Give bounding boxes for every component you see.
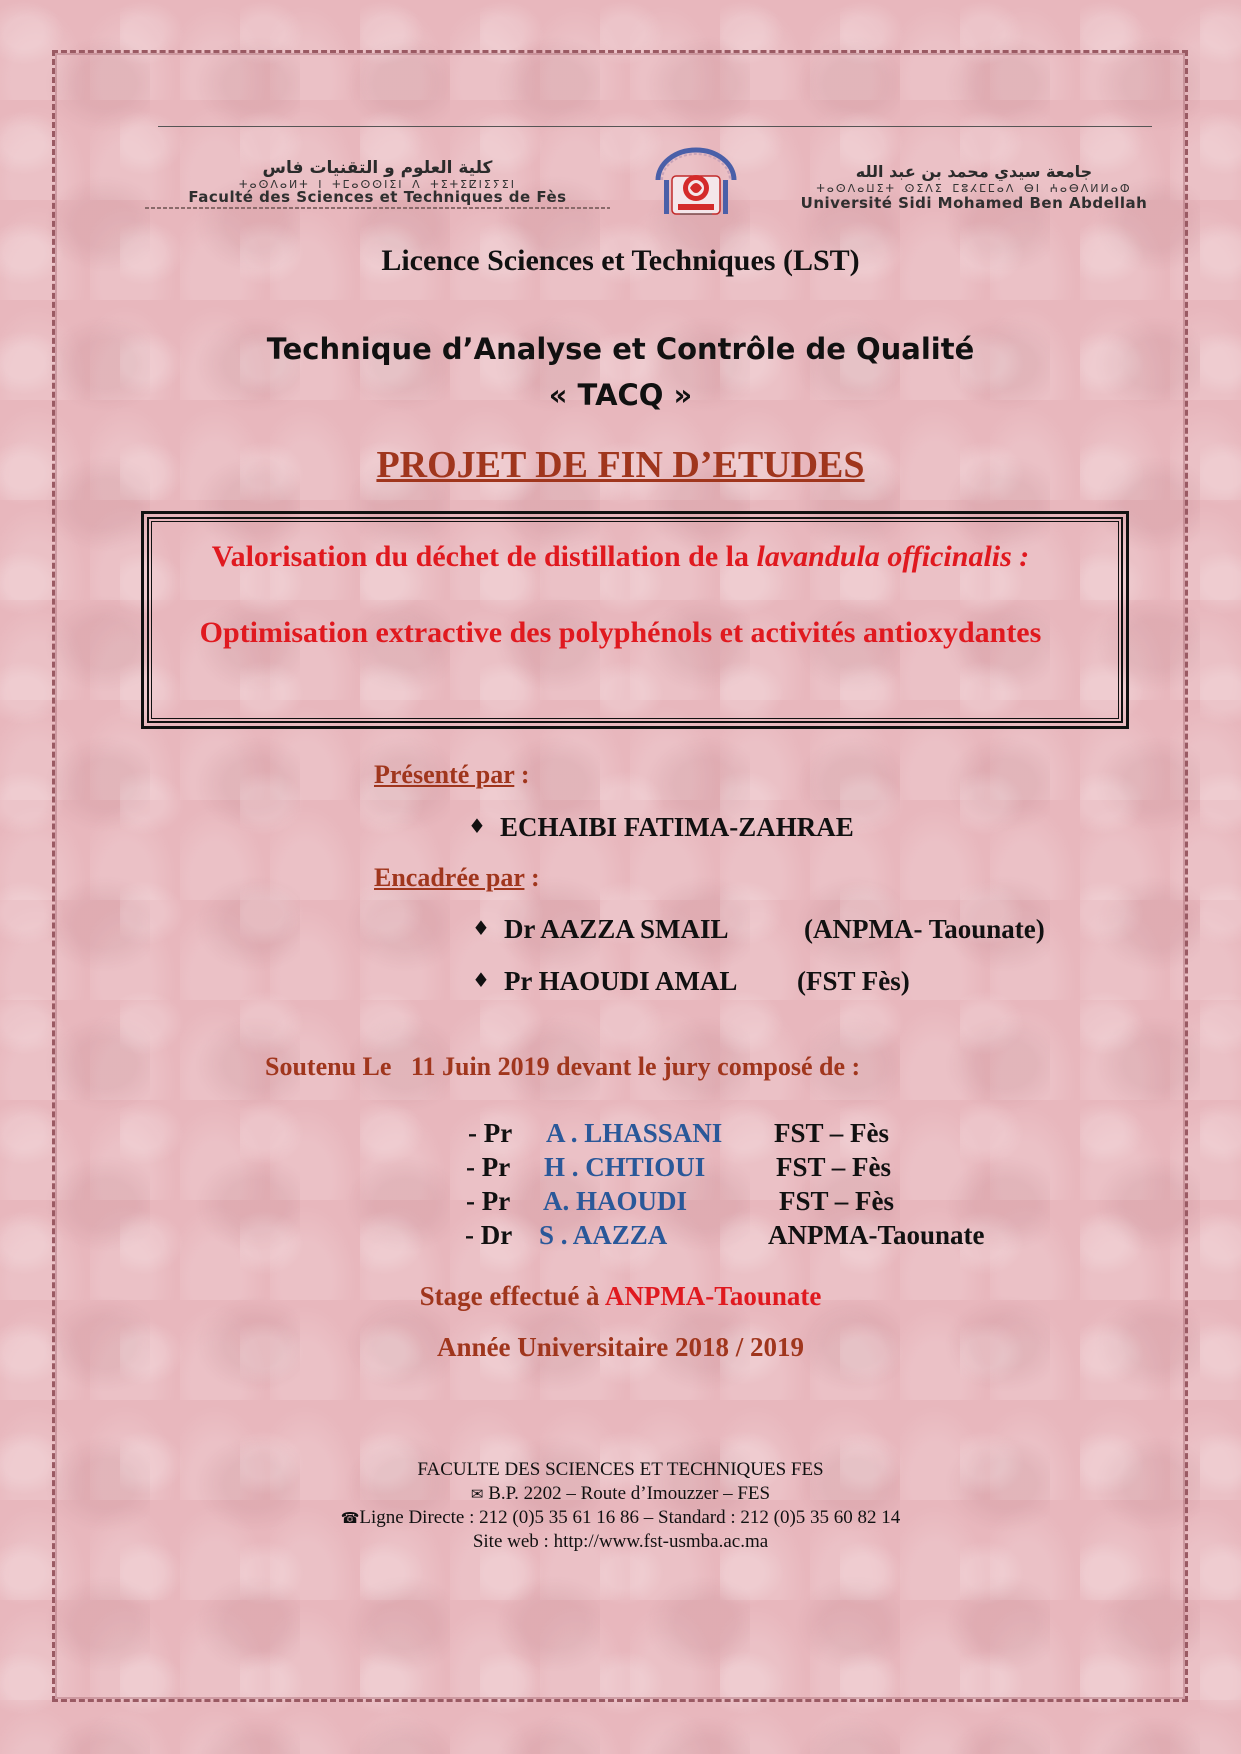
faculty-logo-underline [145, 207, 610, 209]
academic-year: Année Universitaire 2018 / 2019 [437, 1332, 804, 1362]
footer-institution: FACULTE DES SCIENCES ET TECHNIQUES FES [417, 1459, 824, 1480]
jury-institution: FST – Fès [776, 1152, 892, 1182]
student-name: ECHAIBI FATIMA-ZAHRAE [499, 812, 854, 842]
footer-website[interactable]: Site web : http://www.fst-usmba.ac.ma [472, 1531, 769, 1552]
document-type-heading: PROJET DE FIN D’ETUDES [376, 444, 865, 486]
jury-name: H . CHTIOUI [544, 1152, 706, 1182]
jury-role: - Dr [465, 1220, 513, 1250]
jury-institution: FST – Fès [779, 1186, 895, 1216]
faculty-name-french: Faculté des Sciences et Techniques de Fès [188, 188, 567, 206]
internship-place: ANPMA-Taounate [604, 1281, 822, 1311]
footer-address: B.P. 2202 – Route d’Imouzzer – FES [488, 1483, 771, 1504]
program-title: Licence Sciences et Techniques (LST) [381, 244, 860, 277]
jury-institution: FST – Fès [774, 1118, 890, 1148]
supervised-by-text: Encadrée par [374, 863, 525, 892]
student-item [468, 812, 854, 843]
specialty-name: Technique d’Analyse et Contrôle de Qualité [266, 332, 975, 366]
university-emblem-icon [650, 146, 742, 218]
internship-line [0, 1281, 1241, 1312]
faculty-logo [145, 160, 610, 209]
supervisor-affiliation: (FST Fès) [797, 966, 910, 996]
internship-prefix: Stage effectué à [419, 1281, 605, 1311]
thesis-title-text: Valorisation du déchet de distillation de la [211, 540, 757, 573]
footer-phone-line [0, 1506, 1241, 1530]
jury-name: A. HAOUDI [543, 1186, 688, 1216]
jury-role: - Pr [468, 1118, 513, 1148]
footer-address-line [0, 1482, 1241, 1506]
jury-name: A . LHASSANI [546, 1118, 723, 1148]
footer-phone: Ligne Directe : 212 (0)5 35 61 16 86 – Standard : 212 (0)5 35 60 82 14 [359, 1507, 901, 1528]
jury-name: S . AAZZA [539, 1220, 668, 1250]
supervised-by-colon: : [524, 863, 540, 892]
faculty-name-arabic: كلية العلوم و التقنيات فاس [262, 158, 493, 178]
supervisor-item [472, 914, 728, 945]
footer [0, 1458, 1241, 1554]
diamond-bullet-icon: ♦ [472, 968, 490, 992]
defense-prefix: Soutenu Le [265, 1052, 392, 1081]
diamond-bullet-icon: ♦ [468, 814, 486, 838]
thesis-title-species: lavandula officinalis : [756, 540, 1030, 573]
jury-role: - Pr [466, 1152, 511, 1182]
defense-date: 11 Juin 2019 devant le jury composé de : [410, 1052, 861, 1081]
supervisor-name: Pr HAOUDI AMAL [503, 966, 738, 996]
presented-by-label [374, 760, 529, 790]
university-name-french: Université Sidi Mohamed Ben Abdellah [800, 194, 1148, 212]
defense-statement [265, 1052, 860, 1082]
phone-icon: ☎ [340, 1509, 360, 1527]
jury-role: - Pr [466, 1186, 511, 1216]
specialty-title [0, 326, 1241, 418]
header-rule [158, 126, 1152, 127]
supervisor-item [472, 966, 737, 997]
university-name-arabic: جامعة سيدي محمد بن عبد الله [855, 162, 1093, 181]
thesis-title-line1 [0, 540, 1241, 574]
university-logo [776, 164, 1172, 211]
supervised-by-label [374, 863, 540, 893]
faculty-name-tifinagh: ⵜⴰⵙⴷⴰⵍⵜ ⵏ ⵜⵎⴰⵙⵙⵏⵉⵏ ⴷ ⵜⵉⵜⵉⵇⵏⵉⵢⵉⵏ [239, 178, 516, 191]
thesis-title-line2: Optimisation extractive des polyphénols et activités antioxydantes [199, 616, 1042, 649]
mail-icon: ✉ [470, 1485, 484, 1503]
presented-by-text: Présenté par [374, 760, 515, 789]
page-border [52, 50, 1188, 1702]
diamond-bullet-icon: ♦ [472, 916, 490, 940]
specialty-acronym: « TACQ » [548, 378, 693, 412]
jury-institution: ANPMA-Taounate [768, 1220, 985, 1250]
presented-by-colon: : [514, 760, 530, 789]
supervisor-name: Dr AAZZA SMAIL [503, 914, 729, 944]
supervisor-affiliation: (ANPMA- Taounate) [804, 914, 1045, 944]
university-name-tifinagh: ⵜⴰⵙⴷⴰⵡⵉⵜ ⵙⵉⴷⵉ ⵎⵓⵃⵎⵎⴰⴷ ⴱⵏ ⵄⴰⴱⴷⵍⵍⴰⵀ [816, 182, 1132, 195]
